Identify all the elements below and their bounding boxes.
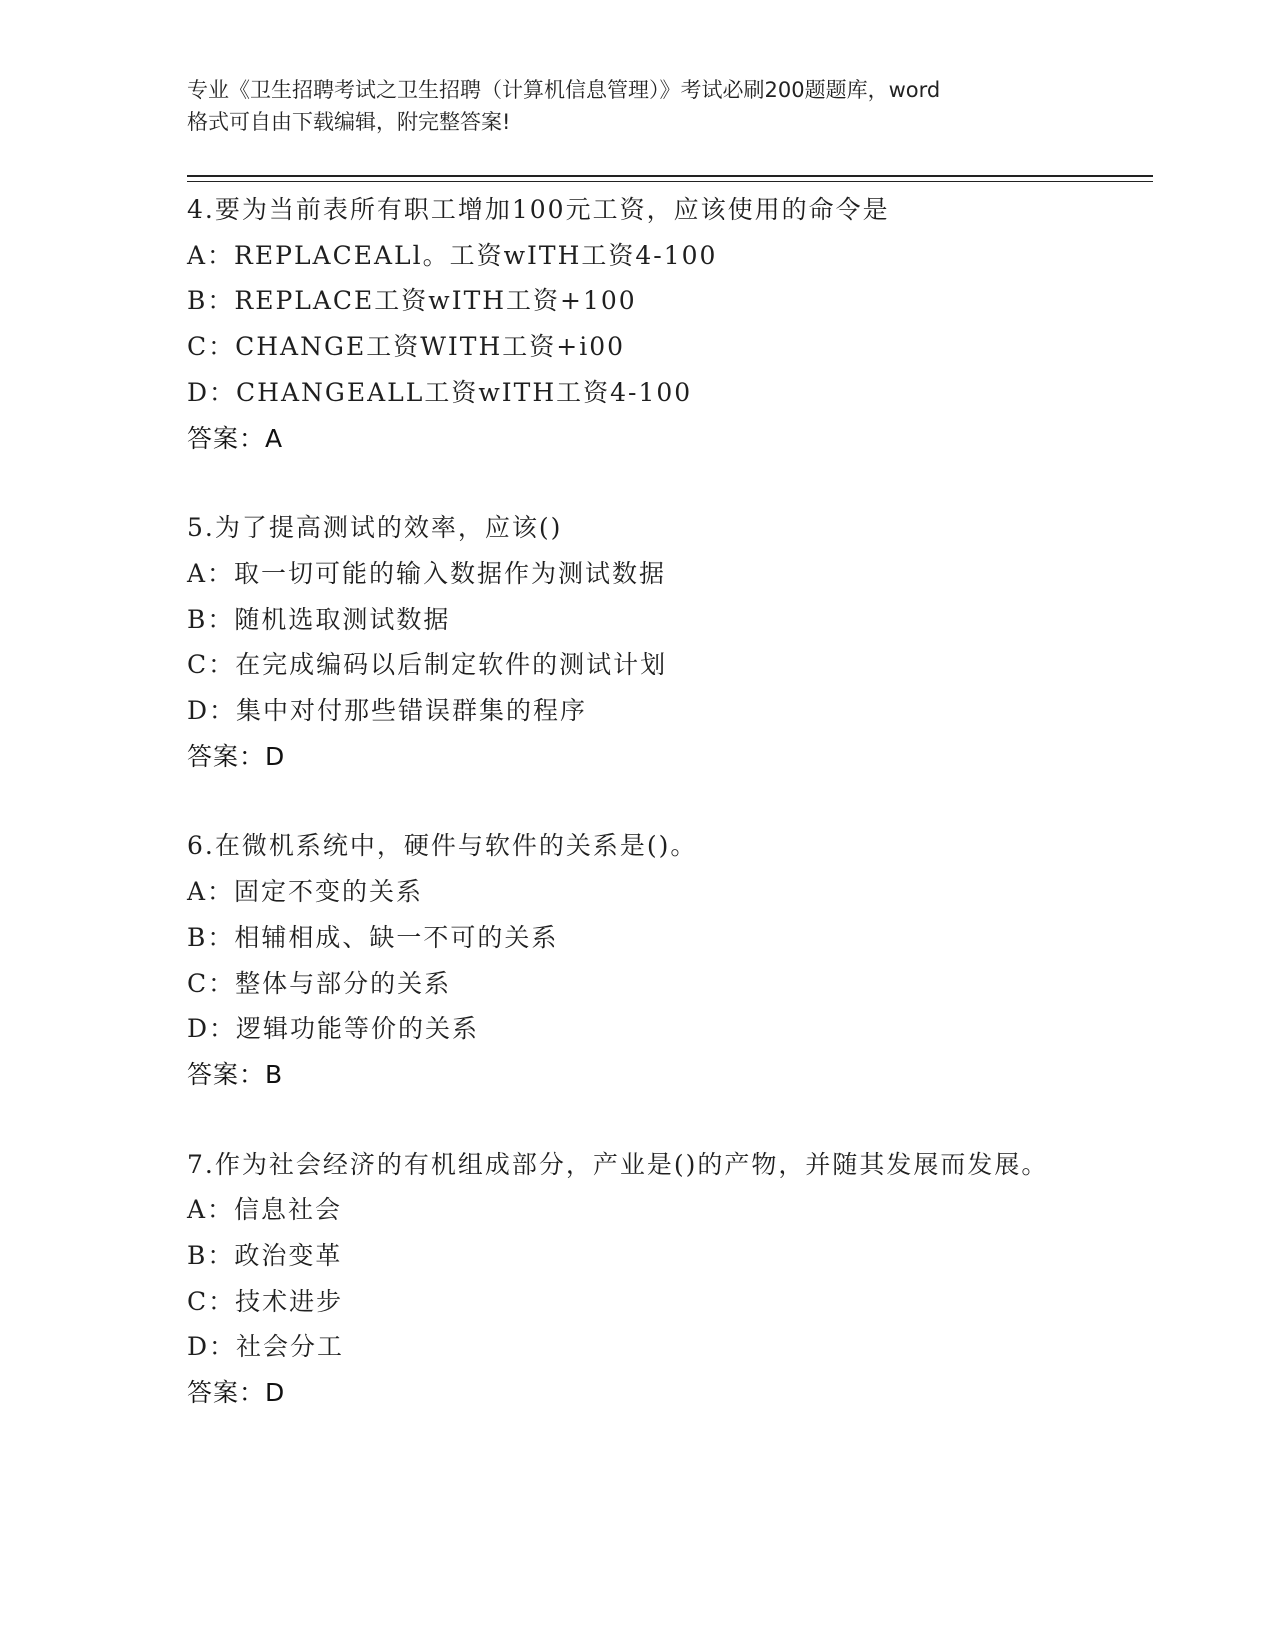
option-c: C：在完成编码以后制定软件的测试计划 [187, 650, 668, 680]
option-b: B：政治变革 [187, 1241, 343, 1271]
option-c: C：技术进步 [187, 1286, 344, 1316]
answer-label: 答案：B [187, 1059, 284, 1089]
option-b: B：随机选取测试数据 [187, 604, 451, 634]
option-d: D：集中对付那些错误群集的程序 [187, 696, 588, 726]
question-stem: 5.为了提高测试的效率，应该() [187, 513, 563, 543]
question-4 [187, 187, 1087, 461]
header-line-2: 格式可自由下载编辑，附完整答案! [187, 110, 511, 134]
header-line-1: 专业《卫生招聘考试之卫生招聘（计算机信息管理）》考试必刷200题题库，word [187, 78, 941, 102]
option-d: D：CHANGEALL工资wITH工资4-100 [187, 377, 693, 407]
answer-label: 答案：D [187, 741, 286, 771]
question-stem: 7.作为社会经济的有机组成部分，产业是()的产物，并随其发展而发展。 [187, 1149, 1049, 1179]
option-a: A：取一切可能的输入数据作为测试数据 [187, 558, 667, 588]
option-d: D：逻辑功能等价的关系 [187, 1014, 480, 1044]
header-divider-thick [187, 175, 1153, 177]
question-stem: 4.要为当前表所有职工增加100元工资，应该使用的命令是 [187, 195, 890, 224]
header-divider-thin [187, 181, 1153, 182]
answer-label: 答案：A [187, 423, 284, 453]
answer-label: 答案：D [187, 1378, 286, 1408]
option-a: A：REPLACEALl。工资wITH工资4-100 [187, 240, 718, 270]
option-b: B：REPLACE工资wITH工资+100 [187, 286, 637, 316]
question-5 [187, 505, 1087, 779]
option-a: A：固定不变的关系 [187, 877, 424, 907]
question-stem: 6.在微机系统中，硬件与软件的关系是()。 [187, 831, 698, 861]
question-list [187, 187, 1087, 1460]
option-c: C：CHANGE工资WITH工资+i00 [187, 332, 626, 362]
option-c: C：整体与部分的关系 [187, 968, 452, 998]
document-header [187, 74, 1087, 138]
question-7 [187, 1142, 1087, 1416]
option-a: A：信息社会 [187, 1195, 343, 1225]
option-b: B：相辅相成、缺一不可的关系 [187, 922, 559, 952]
question-6 [187, 823, 1087, 1097]
option-d: D：社会分工 [187, 1332, 345, 1362]
